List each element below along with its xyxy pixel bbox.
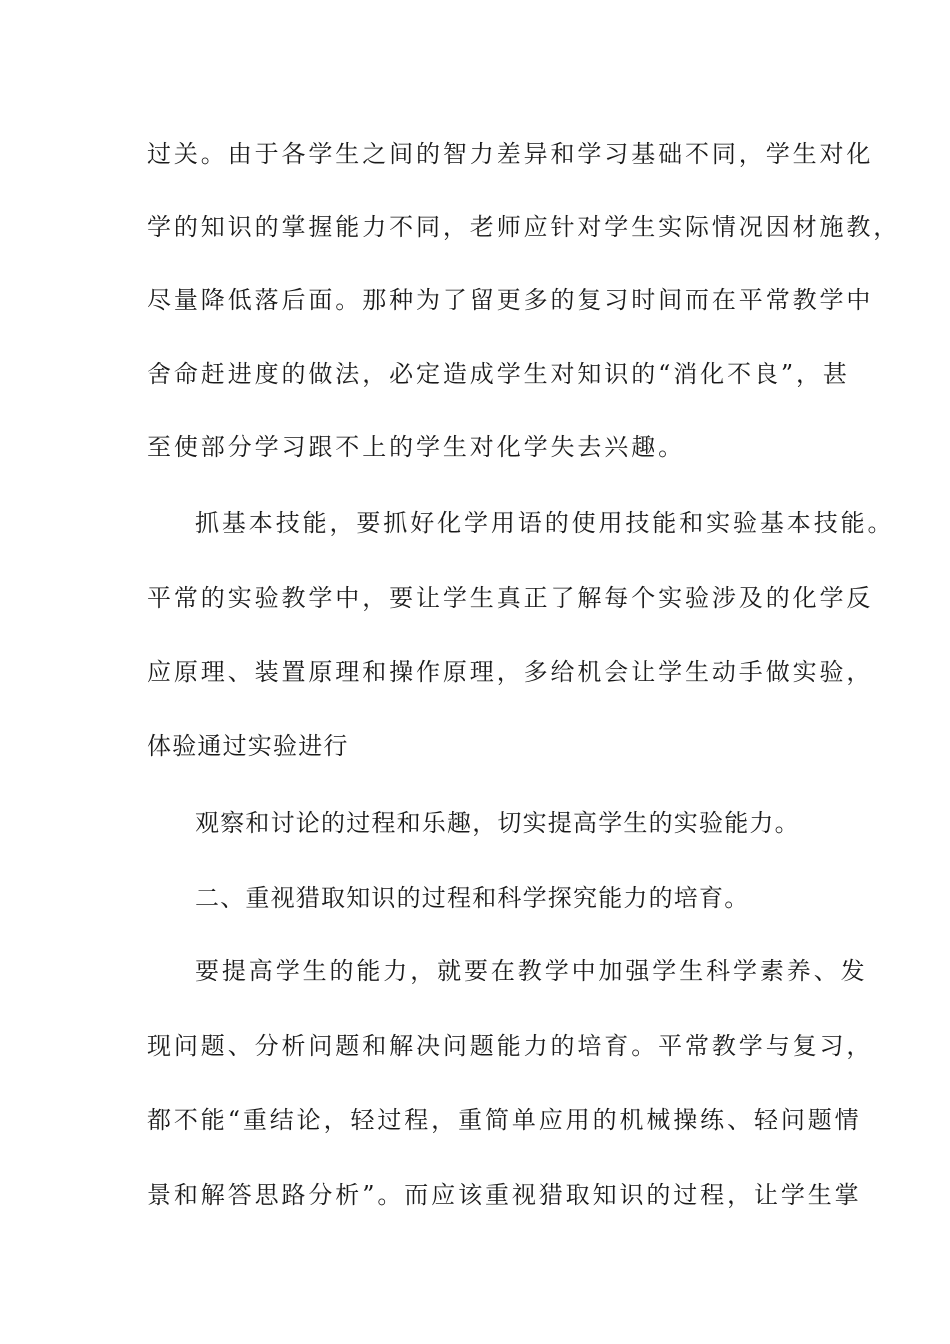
paragraph-line: 平常的实验教学中，要让学生真正了解每个实验涉及的化学反	[147, 584, 874, 612]
paragraph-line: 观察和讨论的过程和乐趣，切实提高学生的实验能力。	[195, 809, 800, 837]
paragraph-line: 学的知识的掌握能力不同，老师应针对学生实际情况因材施教，	[147, 213, 901, 241]
paragraph-line: 景和解答思路分析”。而应该重视猎取知识的过程，让学生掌	[147, 1181, 862, 1209]
paragraph-line: 至使部分学习跟不上的学生对化学失去兴趣。	[147, 433, 685, 461]
paragraph-line: 现问题、分析问题和解决问题能力的培育。平常教学与复习，	[147, 1032, 874, 1060]
section-heading: 二、重视猎取知识的过程和科学探究能力的培育。	[195, 884, 750, 912]
paragraph-line: 舍命赶进度的做法，必定造成学生对知识的“消化不良”，甚	[147, 360, 850, 388]
paragraph-line: 体验通过实验进行	[147, 732, 349, 760]
paragraph-line: 尽量降低落后面。那种为了留更多的复习时间而在平常教学中	[147, 286, 874, 314]
paragraph-line: 要提高学生的能力，就要在教学中加强学生科学素养、发	[195, 957, 868, 985]
paragraph-line: 抓基本技能，要抓好化学用语的使用技能和实验基本技能。	[195, 509, 895, 537]
paragraph-line: 都不能“重结论，轻过程，重简单应用的机械操练、轻问题情	[147, 1106, 862, 1134]
paragraph-line: 过关。由于各学生之间的智力差异和学习基础不同，学生对化	[147, 140, 874, 168]
paragraph-line: 应原理、装置原理和操作原理，多给机会让学生动手做实验，	[147, 658, 874, 686]
